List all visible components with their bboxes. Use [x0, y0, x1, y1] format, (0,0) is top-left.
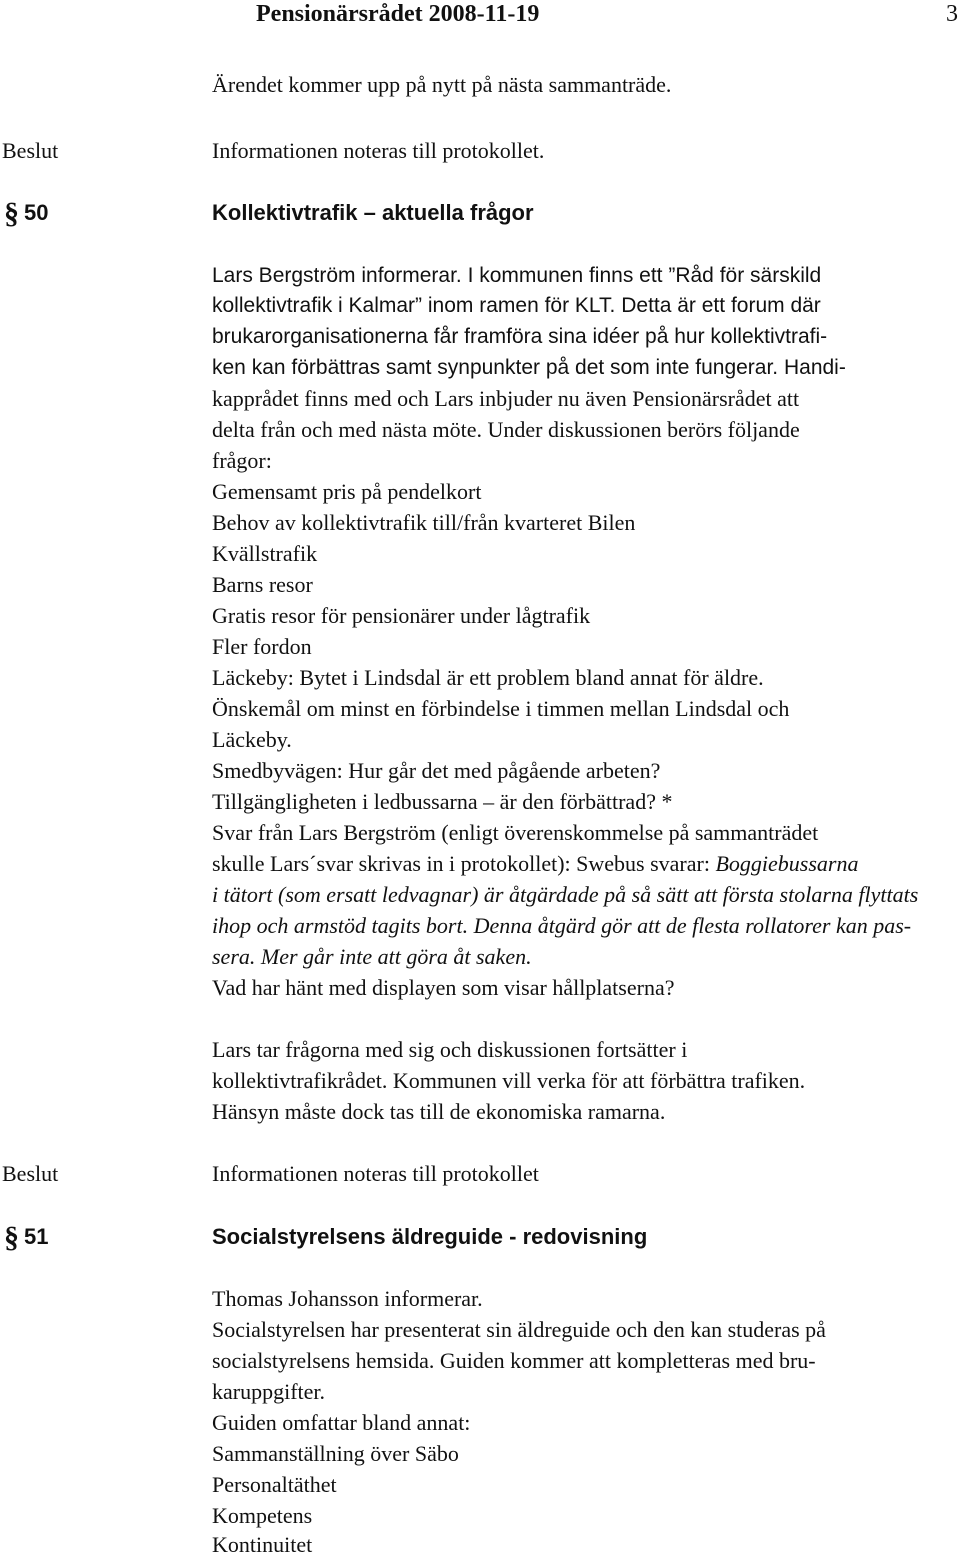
section-title: Kollektivtrafik – aktuella frågor	[212, 200, 534, 225]
list-item: Fler fordon	[212, 634, 312, 659]
body-line: Hänsyn måste dock tas till de ekonomiska ramarna.	[212, 1099, 666, 1124]
body-line: kollektivtrafik i Kalmar” inom ramen för KLT. Detta är ett forum där	[212, 294, 821, 317]
answer-quote: Boggiebussarna	[715, 851, 859, 876]
section-title: Socialstyrelsens äldreguide - redovisning	[212, 1224, 648, 1249]
beslut-label: Beslut	[2, 1161, 59, 1186]
page-number: 3	[946, 1, 958, 27]
body-line: frågor:	[212, 448, 272, 473]
section-number: 50	[24, 200, 49, 225]
body-line: ken kan förbättras samt synpunkter på det som inte fungerar. Handi-	[212, 356, 846, 379]
beslut-text: Informationen noteras till protokollet	[212, 1161, 539, 1186]
body-line: Guiden omfattar bland annat:	[212, 1410, 471, 1435]
page-header	[250, 0, 960, 30]
list-item: Barns resor	[212, 572, 313, 597]
list-item: Kontinuitet	[212, 1532, 313, 1557]
body-line: Lars Bergström informerar. I kommunen finns ett ”Råd för särskild	[212, 264, 822, 287]
body-line: delta från och med nästa möte. Under diskussionen berörs följande	[212, 417, 800, 442]
intro-line: Ärendet kommer upp på nytt på nästa sammanträde.	[212, 72, 672, 97]
body-line: karuppgifter.	[212, 1379, 326, 1404]
beslut-label: Beslut	[2, 138, 59, 163]
list-item: Sammanställning över Säbo	[212, 1441, 459, 1466]
beslut-text: Informationen noteras till protokollet.	[212, 138, 545, 163]
paragraph-symbol: §	[4, 1221, 19, 1254]
list-item: Gratis resor för pensionärer under lågtrafik	[212, 603, 591, 628]
body-line: socialstyrelsens hemsida. Guiden kommer att kompletteras med bru-	[212, 1348, 816, 1373]
list-item: Kompetens	[212, 1503, 313, 1528]
body-line: Thomas Johansson informerar.	[212, 1286, 483, 1311]
list-item: Vad har hänt med displayen som visar hållplatserna?	[212, 975, 675, 1000]
answer-text: skulle Lars´svar skrivas in i protokollet): Swebus svarar:	[212, 851, 716, 876]
body-line: Socialstyrelsen har presenterat sin äldreguide och den kan studeras på	[212, 1317, 826, 1342]
list-item: Läckeby.	[212, 727, 292, 752]
body-line: kollektivtrafikrådet. Kommunen vill verka för att förbättra trafiken.	[212, 1068, 806, 1093]
header-title: Pensionärsrådet 2008-11-19	[256, 1, 540, 27]
body-line: Lars tar frågorna med sig och diskussionen fortsätter i	[212, 1037, 688, 1062]
answer-line	[212, 848, 858, 879]
body-line: brukarorganisationerna får framföra sina idéer på hur kollektivtrafi-	[212, 325, 828, 348]
list-item: Behov av kollektivtrafik till/från kvarteret Bilen	[212, 510, 636, 535]
body-line: kapprådet finns med och Lars inbjuder nu även Pensionärsrådet att	[212, 386, 800, 411]
list-item: Smedbyvägen: Hur går det med pågående arbeten?	[212, 758, 661, 783]
list-item: Önskemål om minst en förbindelse i timmen mellan Lindsdal och	[212, 696, 790, 721]
answer-line: Svar från Lars Bergström (enligt överenskommelse på sammanträdet	[212, 820, 819, 845]
list-item: Personaltäthet	[212, 1472, 337, 1497]
paragraph-symbol: §	[4, 197, 19, 230]
section-number: 51	[24, 1224, 49, 1249]
answer-quote-line: ihop och armstöd tagits bort. Denna åtgärd gör att de flesta rollatorer kan pas-	[212, 913, 912, 938]
list-item: Kvällstrafik	[212, 541, 318, 566]
answer-quote-line: i tätort (som ersatt ledvagnar) är åtgärdade på så sätt att första stolarna flyttats	[212, 882, 919, 907]
list-item: Läckeby: Bytet i Lindsdal är ett problem bland annat för äldre.	[212, 665, 764, 690]
answer-quote-line: sera. Mer går inte att göra åt saken.	[212, 944, 532, 969]
list-item: Gemensamt pris på pendelkort	[212, 479, 482, 504]
list-item: Tillgängligheten i ledbussarna – är den förbättrad? *	[212, 789, 673, 814]
